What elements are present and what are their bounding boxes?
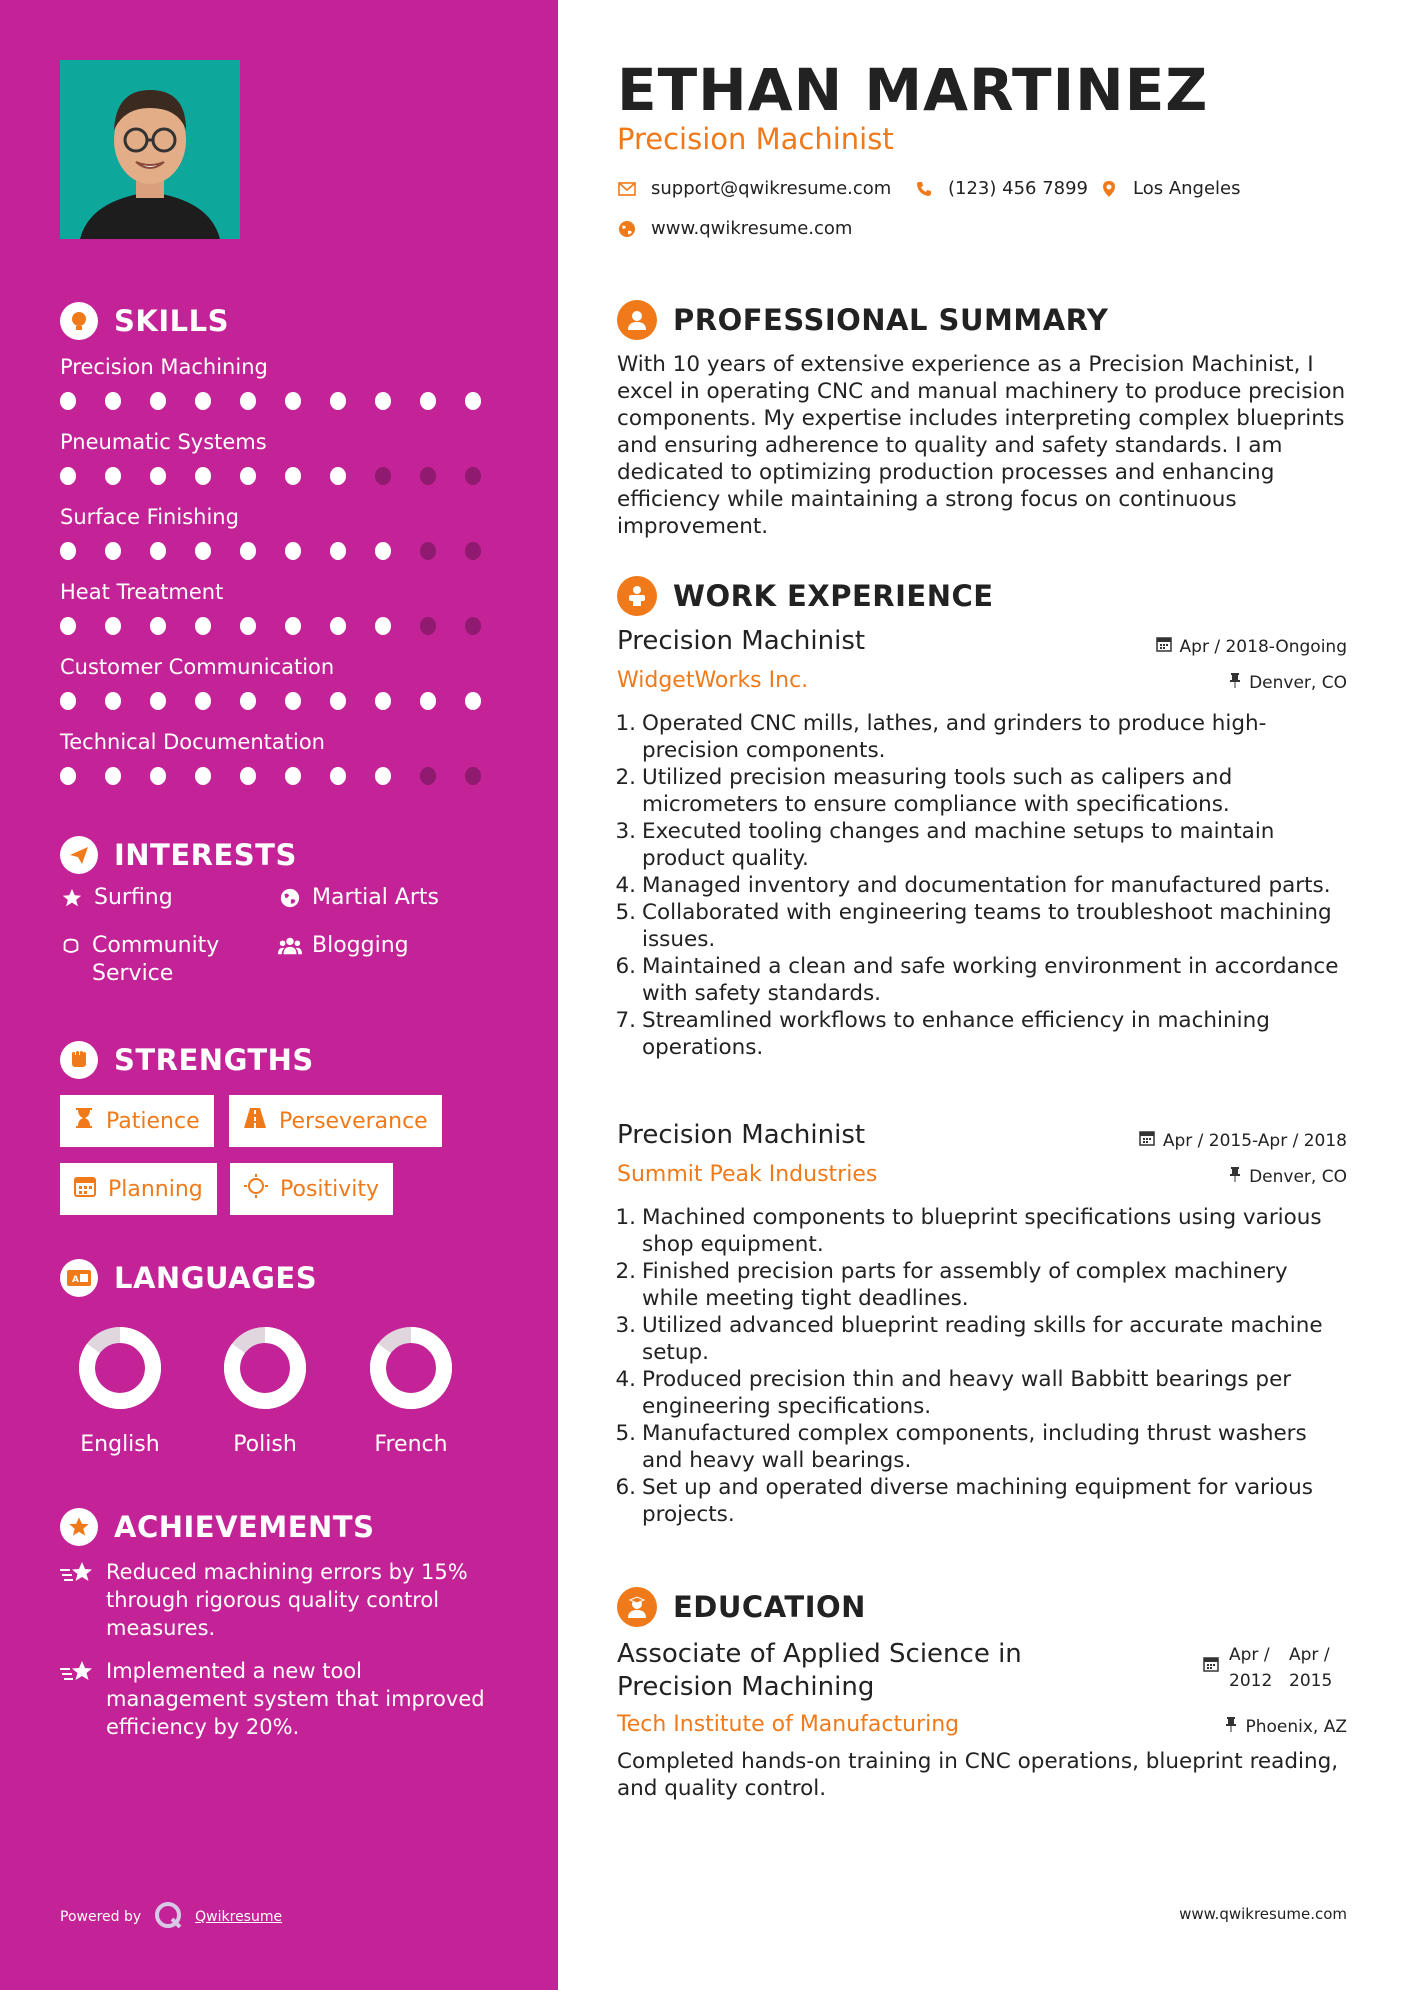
user-icon: [617, 300, 657, 340]
language-icon: [60, 1259, 98, 1297]
strength-badge: [229, 1095, 442, 1147]
interest-item: [60, 884, 173, 912]
skill-dot: [375, 617, 391, 635]
skill-dot: [330, 692, 346, 710]
skill-dot: [240, 392, 256, 410]
pushpin-icon: [1229, 672, 1241, 693]
skill-rating: [60, 692, 510, 710]
bullet-number: 5.: [615, 1421, 636, 1446]
job-bullet: [609, 953, 1339, 1007]
job-location-text: Denver, CO: [1249, 1166, 1347, 1187]
skill-dot: [60, 542, 76, 560]
skill-dot: [150, 767, 166, 785]
education-start: Apr / 2012: [1229, 1645, 1273, 1691]
bullet-text: Maintained a clean and safe working environment in accordance with safety standards.: [642, 954, 1339, 1006]
sidebar: [0, 0, 558, 1990]
achievement-item: [60, 1657, 500, 1741]
globe-icon: [617, 219, 637, 239]
skill-dot: [420, 692, 436, 710]
trophy-star-icon: [60, 1508, 98, 1546]
skill-dot: [60, 767, 76, 785]
users-icon: [278, 934, 302, 958]
strengths-heading: [60, 1041, 314, 1079]
skill-name: Precision Machining: [60, 355, 268, 379]
skill-dot: [240, 767, 256, 785]
skill-dot: [375, 542, 391, 560]
job-bullet: [609, 872, 1339, 899]
bullet-number: 1.: [615, 1205, 636, 1230]
skill-dot: [465, 617, 481, 635]
strength-badge: [60, 1095, 214, 1147]
job-bullet: [609, 710, 1339, 764]
phone-icon: [914, 179, 934, 199]
skill-dot: [330, 467, 346, 485]
skill-dot: [465, 467, 481, 485]
job-title: Precision Machinist: [617, 626, 866, 656]
graduate-icon: [617, 1587, 657, 1627]
road-icon: [243, 1107, 267, 1135]
languages-heading: [60, 1259, 317, 1297]
bullet-text: Operated CNC mills, lathes, and grinders to produce high-precision components.: [642, 711, 1267, 763]
skill-dot: [465, 692, 481, 710]
website-text[interactable]: www.qwikresume.com: [651, 218, 853, 239]
bullet-number: 4.: [615, 873, 636, 898]
skill-dot: [285, 692, 301, 710]
languages-title: LANGUAGES: [114, 1261, 318, 1295]
job-bullet: [609, 1474, 1339, 1528]
skill-dot: [285, 617, 301, 635]
bullet-text: Managed inventory and documentation for manufactured parts.: [642, 873, 1331, 898]
skill-rating: [60, 542, 510, 560]
interest-label: Surfing: [94, 885, 173, 910]
skill-dot: [195, 692, 211, 710]
job-bullet: [609, 899, 1339, 953]
skill-dot: [150, 392, 166, 410]
skill-dot: [375, 692, 391, 710]
skill-dot: [195, 767, 211, 785]
lightbulb-icon: [60, 302, 98, 340]
skill-dot: [105, 692, 121, 710]
education-text: Completed hands-on training in CNC operations, blueprint reading, and quality control.: [617, 1749, 1339, 1801]
skill-dot: [420, 767, 436, 785]
language-item: [60, 1326, 180, 1457]
skill-name: Heat Treatment: [60, 580, 224, 604]
skill-dot: [240, 692, 256, 710]
skill-dot: [60, 392, 76, 410]
school-name: Tech Institute of Manufacturing: [617, 1712, 960, 1737]
job-dates-text: Apr / 2015-Apr / 2018: [1162, 1130, 1347, 1151]
summary-text: With 10 years of extensive experience as a Precision Machinist, I excel in operating CNC and manual machinery to produce precision components. My expertise includes interpreting complex blueprints and ensuring adherence to quality and safety standards. I am dedicated to optimizing production processes and enhancing efficiency while maintaining a strong focus on continuous improvement.: [617, 352, 1346, 539]
strength-label: Positivity: [280, 1176, 380, 1202]
presenter-icon: [617, 576, 657, 616]
education-location: [1225, 1716, 1347, 1737]
job-bullets: [609, 1204, 1339, 1528]
pushpin-icon: [1229, 1166, 1241, 1187]
job-location-text: Denver, CO: [1249, 672, 1347, 693]
education-end: Apr / 2015: [1289, 1645, 1333, 1691]
shooting-star-icon: [60, 1560, 94, 1642]
powered-by: [60, 1900, 282, 1934]
contact-phone: [914, 178, 1088, 199]
skill-dot: [240, 467, 256, 485]
education-location-text: Phoenix, AZ: [1245, 1716, 1347, 1737]
language-level-ring: [78, 1326, 162, 1410]
skill-item: [60, 577, 510, 635]
skill-dot: [465, 542, 481, 560]
language-item: [205, 1326, 325, 1457]
language-item: [351, 1326, 471, 1457]
skill-dot: [105, 767, 121, 785]
job-location: [1229, 672, 1347, 693]
calendar-icon: [1139, 1130, 1155, 1151]
summary-heading: [617, 300, 1108, 340]
achievements-heading: [60, 1508, 374, 1546]
fist-icon: [60, 1041, 98, 1079]
company-name: Summit Peak Industries: [617, 1162, 878, 1187]
phone-text[interactable]: (123) 456 7899: [948, 178, 1089, 199]
email-text[interactable]: support@qwikresume.com: [651, 178, 892, 199]
bullet-text: Executed tooling changes and machine setups to maintain product quality.: [642, 819, 1275, 871]
hourglass-icon: [74, 1107, 94, 1135]
strength-label: Planning: [108, 1176, 203, 1202]
bullet-text: Streamlined workflows to enhance efficiency in machining operations.: [642, 1008, 1270, 1060]
bullet-number: 4.: [615, 1367, 636, 1392]
skills-title: SKILLS: [114, 304, 229, 338]
calendar-icon: [1156, 636, 1172, 657]
skill-dot: [330, 542, 346, 560]
skill-item: [60, 352, 510, 410]
job-bullet: [609, 764, 1339, 818]
skill-name: Surface Finishing: [60, 505, 239, 529]
qwikresume-logo-icon: [153, 1900, 183, 1934]
skill-dot: [195, 392, 211, 410]
skill-dot: [240, 542, 256, 560]
candidate-title: Precision Machinist: [617, 122, 894, 156]
skill-dot: [195, 467, 211, 485]
contact-website: [617, 218, 852, 239]
skill-dot: [330, 392, 346, 410]
interests-heading: [60, 836, 297, 874]
bullet-text: Collaborated with engineering teams to troubleshoot machining issues.: [642, 900, 1332, 952]
skill-dot: [420, 542, 436, 560]
skill-dot: [150, 617, 166, 635]
bullet-number: 6.: [615, 1475, 636, 1500]
calendar-icon: [1203, 1654, 1219, 1680]
skill-dot: [285, 767, 301, 785]
globe-icon: [278, 886, 302, 910]
skill-rating: [60, 392, 510, 410]
skill-dot: [105, 467, 121, 485]
skill-dot: [105, 542, 121, 560]
skill-dot: [465, 392, 481, 410]
strength-label: Patience: [106, 1108, 200, 1134]
job-bullet: [609, 1420, 1339, 1474]
skill-dot: [420, 617, 436, 635]
bullet-text: Finished precision parts for assembly of complex machinery while meeting tight deadlines.: [642, 1259, 1288, 1311]
job-dates: [1156, 636, 1347, 657]
interest-item: [60, 932, 260, 988]
calendar-icon: [74, 1175, 96, 1203]
skill-dot: [150, 467, 166, 485]
achievement-text: Reduced machining errors by 15% through rigorous quality control measures.: [106, 1560, 468, 1640]
achievement-text: Implemented a new tool management system that improved efficiency by 20%.: [106, 1659, 485, 1739]
skill-name: Customer Communication: [60, 655, 335, 679]
bullet-number: 6.: [615, 954, 636, 979]
education-title: EDUCATION: [673, 1590, 866, 1624]
education-heading: [617, 1587, 866, 1627]
interest-label: Blogging: [312, 933, 409, 958]
skill-dot: [375, 392, 391, 410]
skill-dot: [285, 467, 301, 485]
skill-dot: [375, 767, 391, 785]
job-dates-text: Apr / 2018-Ongoing: [1179, 636, 1347, 657]
bullet-text: Utilized precision measuring tools such as calipers and micrometers to ensure compliance with specifications.: [642, 765, 1233, 817]
skill-item: [60, 502, 510, 560]
skill-item: [60, 652, 510, 710]
achievements-title: ACHIEVEMENTS: [114, 1510, 375, 1544]
interest-label: Community Service: [92, 933, 220, 986]
skill-name: Technical Documentation: [60, 730, 325, 754]
skill-item: [60, 427, 510, 485]
bullet-text: Manufactured complex components, including thrust washers and heavy wall bearings.: [642, 1421, 1307, 1473]
skill-rating: [60, 617, 510, 635]
job-title: Precision Machinist: [617, 1120, 866, 1150]
bullet-number: 7.: [615, 1008, 636, 1033]
job-bullet: [609, 1258, 1339, 1312]
footer-url[interactable]: www.qwikresume.com: [1179, 1905, 1347, 1923]
skill-dot: [330, 617, 346, 635]
interest-item: [278, 932, 409, 960]
summary-title: PROFESSIONAL SUMMARY: [673, 303, 1109, 337]
skill-dot: [330, 767, 346, 785]
skill-dot: [105, 617, 121, 635]
bullet-number: 2.: [615, 1259, 636, 1284]
skill-dot: [420, 467, 436, 485]
degree-title: Associate of Applied Science in Precision Machining: [617, 1639, 1022, 1702]
bullet-text: Set up and operated diverse machining equipment for various projects.: [642, 1475, 1313, 1527]
achievement-item: [60, 1558, 500, 1642]
strength-badge: [60, 1163, 217, 1215]
job-bullet: [609, 818, 1339, 872]
star-icon: [60, 886, 84, 910]
skill-dot: [105, 392, 121, 410]
job-bullet: [609, 1366, 1339, 1420]
skill-dot: [60, 692, 76, 710]
language-name: French: [374, 1432, 448, 1457]
hand-icon: [60, 934, 82, 958]
bullet-number: 1.: [615, 711, 636, 736]
skill-dot: [285, 542, 301, 560]
skill-item: [60, 727, 510, 785]
bullet-number: 2.: [615, 765, 636, 790]
strength-badge: [230, 1163, 393, 1215]
bullet-number: 3.: [615, 1313, 636, 1338]
language-name: English: [80, 1432, 160, 1457]
bullet-number: 3.: [615, 819, 636, 844]
skills-heading: [60, 302, 229, 340]
language-level-ring: [223, 1326, 307, 1410]
bullet-number: 5.: [615, 900, 636, 925]
skill-dot: [465, 767, 481, 785]
skill-dot: [60, 617, 76, 635]
experience-heading: [617, 576, 994, 616]
skill-name: Pneumatic Systems: [60, 430, 267, 454]
experience-title: WORK EXPERIENCE: [673, 579, 994, 613]
skill-dot: [150, 542, 166, 560]
svg-text:A: A: [72, 1275, 79, 1285]
candidate-name: ETHAN MARTINEZ: [617, 56, 1209, 124]
powered-by-label: Powered by: [60, 1909, 142, 1925]
interests-title: INTERESTS: [114, 838, 297, 872]
bullet-text: Utilized advanced blueprint reading skills for accurate machine setup.: [642, 1313, 1323, 1365]
skill-dot: [60, 467, 76, 485]
bullet-text: Produced precision thin and heavy wall Babbitt bearings per engineering specifications.: [642, 1367, 1292, 1419]
skill-rating: [60, 767, 510, 785]
skill-dot: [285, 392, 301, 410]
language-name: Polish: [233, 1432, 297, 1457]
job-bullets: [609, 710, 1339, 1061]
contact-location: [1099, 178, 1241, 199]
strengths-title: STRENGTHS: [114, 1043, 314, 1077]
skill-dot: [195, 617, 211, 635]
education-dates: [1203, 1642, 1347, 1694]
map-marker-icon: [1099, 179, 1119, 199]
job-bullet: [609, 1204, 1339, 1258]
location-text: Los Angeles: [1133, 178, 1241, 199]
job-location: [1229, 1166, 1347, 1187]
job-bullet: [609, 1312, 1339, 1366]
bullet-text: Machined components to blueprint specifications using various shop equipment.: [642, 1205, 1322, 1257]
language-level-ring: [369, 1326, 453, 1410]
contact-email: [617, 178, 891, 199]
sun-icon: [244, 1174, 268, 1204]
interest-label: Martial Arts: [312, 885, 440, 910]
envelope-icon: [617, 179, 637, 199]
shooting-star-icon: [60, 1659, 94, 1741]
skill-dot: [420, 392, 436, 410]
skill-dot: [195, 542, 211, 560]
company-name: WidgetWorks Inc.: [617, 668, 809, 693]
pushpin-icon: [1225, 1716, 1237, 1737]
skill-rating: [60, 467, 510, 485]
profile-photo: [60, 60, 240, 239]
paper-plane-icon: [60, 836, 98, 874]
strength-label: Perseverance: [279, 1108, 428, 1134]
qwikresume-link[interactable]: Qwikresume: [195, 1909, 283, 1925]
skill-dot: [240, 617, 256, 635]
skill-dot: [150, 692, 166, 710]
interest-item: [278, 884, 439, 912]
job-bullet: [609, 1007, 1339, 1061]
skill-dot: [375, 467, 391, 485]
job-dates: [1139, 1130, 1347, 1151]
